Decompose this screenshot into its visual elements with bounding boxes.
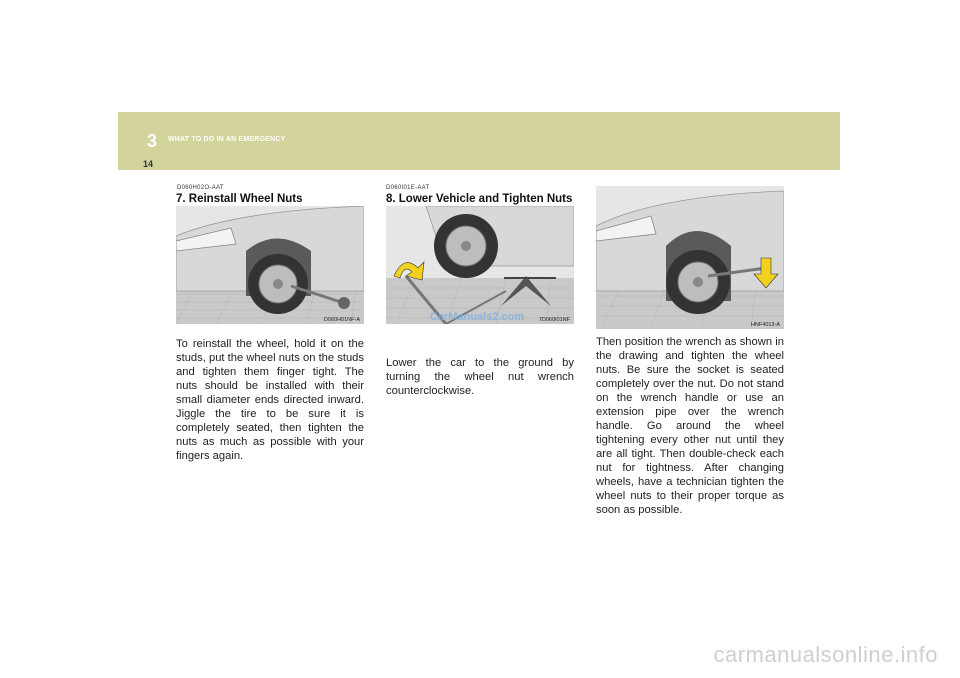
figure-caption: D060H01NF-A	[323, 317, 360, 323]
section-heading: 7. Reinstall Wheel Nuts	[176, 193, 303, 205]
body-text: Then position the wrench as shown in the drawing and tighten the wheel nuts. Be sure the socket is seated completely over the nut. Do not stand on the wrench handle or use an extension pipe over the wrench handle. Go around the wheel tightening every other nut until they are all tight. Then double-check each nut for tightness. After changing wheels, have a technician tighten the wheel nuts to their proper torque as soon as possible.	[596, 336, 784, 516]
watermark: CarManuals2.com	[430, 311, 525, 323]
figure-illustration	[596, 186, 784, 329]
figure-reinstall-wheel-nuts	[176, 206, 364, 324]
figure-lower-vehicle	[386, 206, 574, 324]
figure-illustration	[176, 206, 364, 324]
figure-tighten-nuts	[596, 186, 784, 329]
chapter-number: 3	[147, 131, 158, 151]
section-heading: 8. Lower Vehicle and Tighten Nuts	[386, 193, 573, 205]
section-code: D060I01E-AAT	[386, 185, 430, 191]
page-number: 14	[143, 159, 154, 169]
figure-illustration	[386, 206, 574, 324]
figure-caption: HNF4013-A	[750, 322, 780, 328]
figure-caption: 7D060I01NF	[538, 317, 570, 323]
body-text: Lower the car to the ground by turning the wheel nut wrench counterclockwise.	[386, 357, 574, 397]
section-code: D060H02O-AAT	[177, 185, 224, 191]
body-text: To reinstall the wheel, hold it on the studs, put the wheel nuts on the studs and tighten them finger tight. The nuts should be installed with their small diameter ends directed inward. Jiggle the tire to be sure it is completely seated, then tighten the nuts as much as possible with your fingers again.	[176, 338, 364, 462]
chapter-title: WHAT TO DO IN AN EMERGENCY	[168, 136, 286, 143]
footer-watermark: carmanualsonline.info	[713, 642, 938, 667]
